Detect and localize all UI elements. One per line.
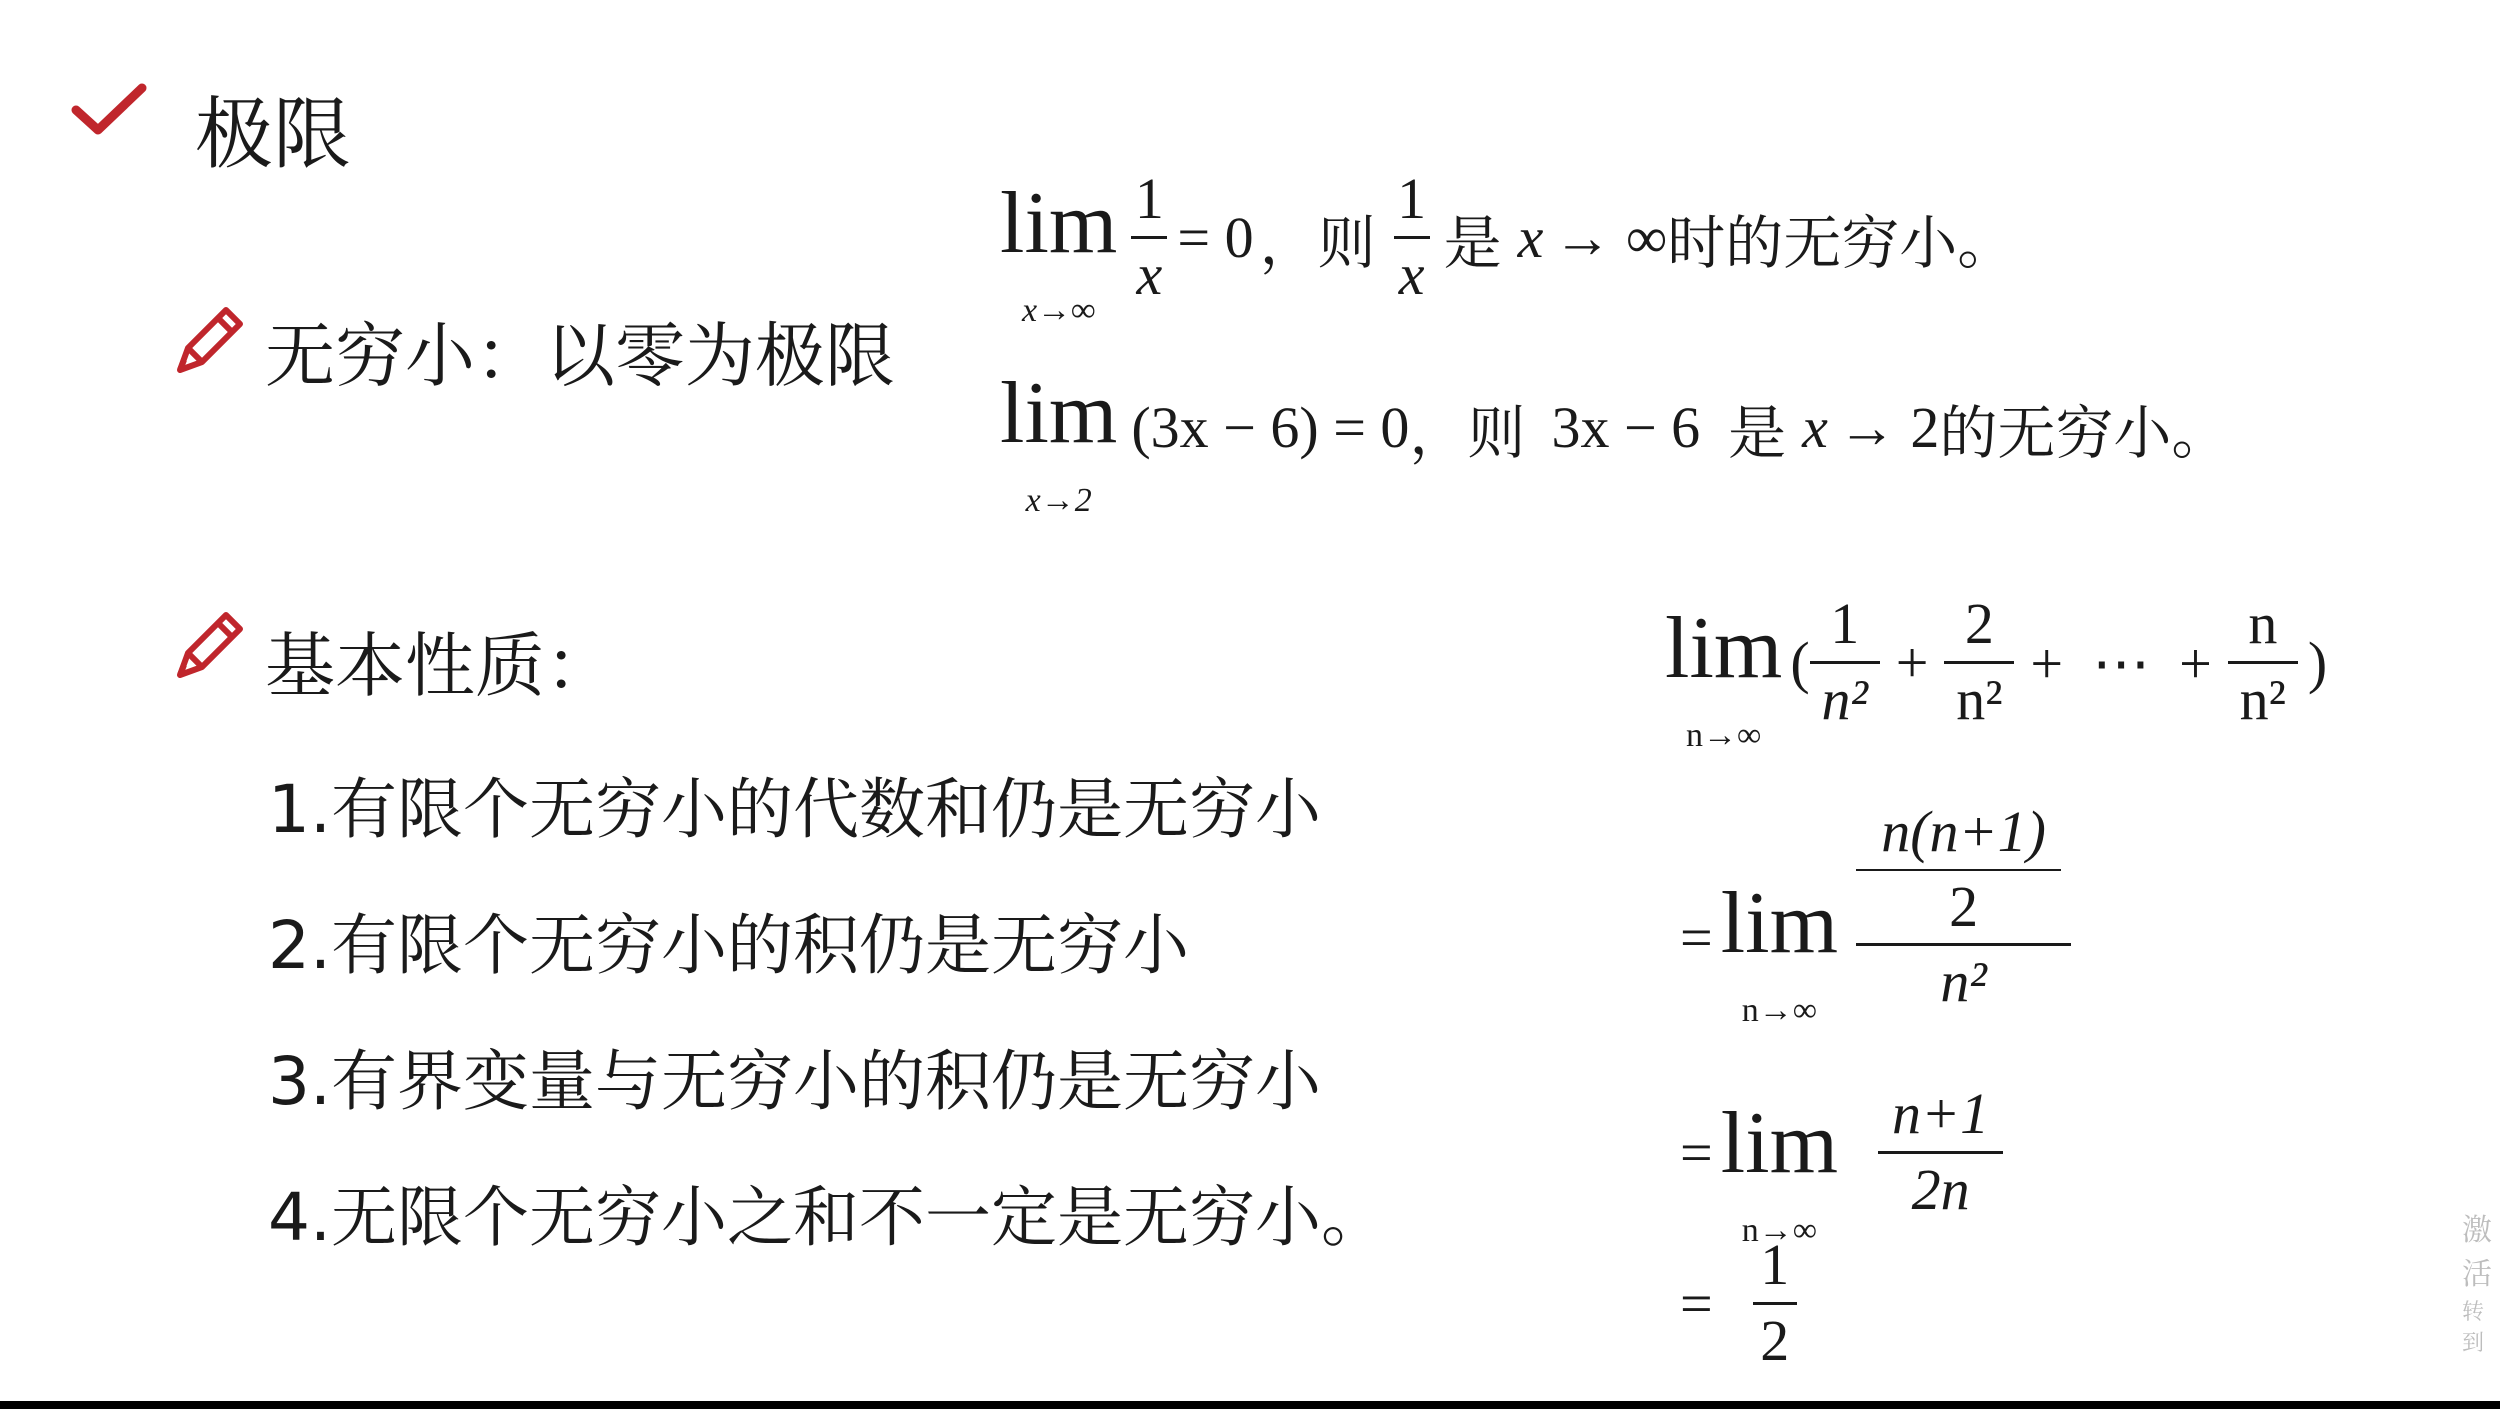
variable: x [1802, 395, 1828, 460]
lim-subscript: x→2 [1025, 482, 1092, 519]
open-paren: ( [1790, 630, 1810, 695]
fraction-denominator: n² [1821, 667, 1868, 732]
equals-zero: = 0 [1177, 205, 1254, 270]
example-1 [1000, 166, 2016, 335]
activation-watermark [2462, 1205, 2500, 1357]
is-text: 是 [1443, 208, 1502, 277]
inner-numerator: n(n+1) [1881, 798, 2046, 864]
example-2 [1000, 365, 2230, 525]
close-paren: ) [2307, 630, 2328, 695]
equals: = [1680, 1270, 1713, 1336]
fraction-denominator: n² [2239, 667, 2287, 732]
equals: = [1680, 1120, 1713, 1185]
fraction-numerator: 1 [1830, 591, 1860, 657]
fraction-numerator: 1 [1760, 1232, 1790, 1297]
pencil-icon [170, 300, 250, 384]
tail-text: 的无穷小。 [1939, 398, 2230, 467]
page-title: 极限 [195, 90, 352, 180]
tail-text: 时的无穷小。 [1667, 208, 2016, 277]
expression-2: 3x − 6 [1551, 395, 1701, 460]
lim-subscript: n→∞ [1741, 1212, 1818, 1249]
derivation-line-4 [1680, 1232, 1797, 1373]
bottom-border [0, 1401, 2500, 1409]
lim-operator: lim [1000, 175, 1118, 272]
lim-operator: lim [1720, 875, 1839, 972]
derivation-line-2 [1680, 780, 2071, 1035]
section-properties-label: 基本性质： [265, 625, 615, 707]
derivation-line-1 [1665, 591, 2328, 760]
watermark-line: 激活 [2462, 1213, 2492, 1292]
watermark-line: 转到 [2462, 1300, 2485, 1356]
section-infinitesimal-label: 无穷小：以零为极限 [265, 315, 895, 397]
lim-subscript: n→∞ [1686, 717, 1762, 754]
derivation-line-3 [1680, 1050, 2003, 1255]
then-text: ，则 [1259, 208, 1376, 277]
arrow-target: → 2 [1837, 395, 1940, 460]
fraction-numerator: n+1 [1892, 1081, 1990, 1147]
pencil-icon [170, 605, 250, 689]
then-text: ，则 [1409, 398, 1526, 467]
lim-subscript: n→∞ [1741, 992, 1818, 1029]
lim-operator: lim [1665, 600, 1783, 697]
expression: (3x − 6) = 0 [1131, 395, 1410, 460]
ellipsis: + ⋯ + [2030, 630, 2212, 696]
fraction-denominator: n² [1956, 667, 2003, 732]
fraction-denominator: x [1136, 242, 1163, 307]
plus: + [1895, 630, 1929, 695]
fraction-denominator: n² [1940, 949, 1987, 1015]
property-item: 3.有界变量与无穷小的积仍是无穷小 [268, 1043, 1321, 1120]
arrow-target: → ∞ [1553, 205, 1668, 270]
property-item: 4.无限个无穷小之和不一定是无穷小。 [268, 1179, 1387, 1256]
fraction-numerator: 1 [1397, 166, 1427, 232]
fraction-numerator: 2 [1964, 591, 1994, 657]
inner-denominator: 2 [1949, 873, 1979, 939]
variable: x [1517, 205, 1544, 270]
equals: = [1680, 905, 1713, 970]
properties-list [268, 742, 1387, 1286]
fraction-denominator: x [1398, 242, 1425, 307]
lim-operator: lim [1000, 365, 1118, 462]
check-icon [70, 80, 150, 144]
fraction-numerator: n [2248, 591, 2278, 657]
fraction-numerator: 1 [1134, 166, 1164, 232]
property-item: 1.有限个无穷小的代数和仍是无穷小 [268, 771, 1321, 848]
is-text: 是 [1728, 398, 1787, 467]
lim-operator: lim [1720, 1095, 1839, 1192]
lim-subscript: x→∞ [1022, 292, 1096, 329]
fraction-denominator: 2n [1911, 1157, 1970, 1222]
property-item: 2.有限个无穷小的积仍是无穷小 [268, 907, 1189, 984]
fraction-denominator: 2 [1760, 1307, 1790, 1373]
